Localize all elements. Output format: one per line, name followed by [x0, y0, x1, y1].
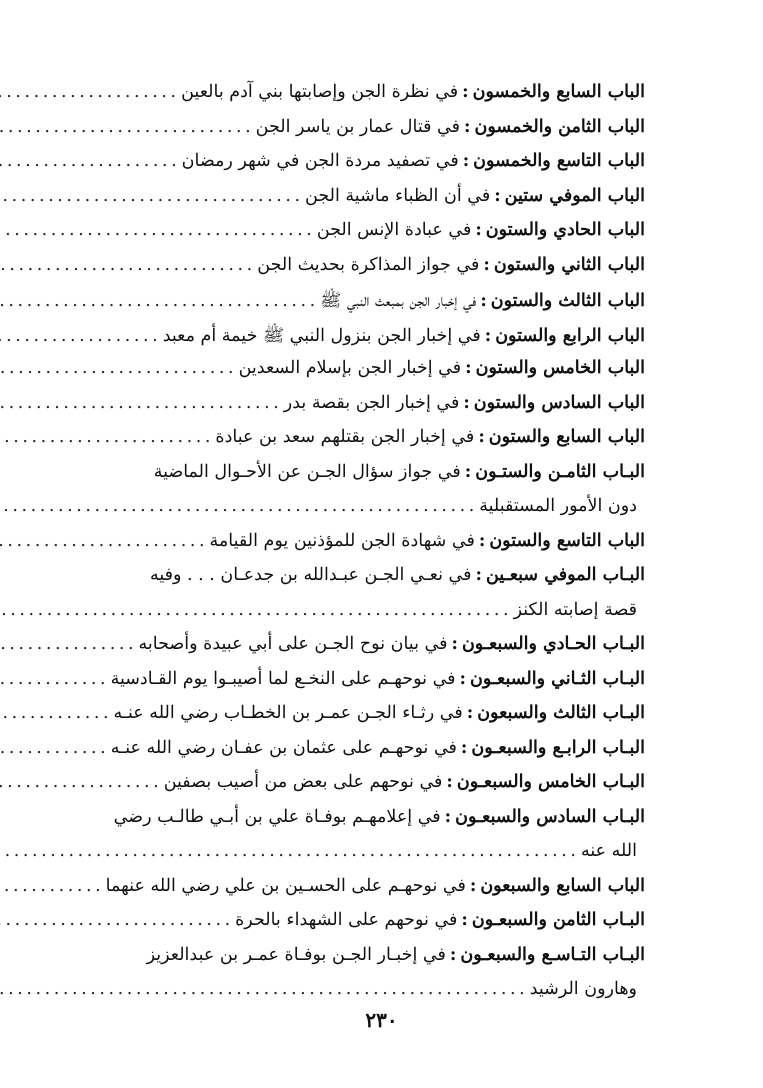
- toc-line-continuation: [70, 496, 645, 531]
- chapter-title: في جواز المذاكرة بحديث الجن: [257, 254, 480, 275]
- chapter-title: في إخبار الجن بإسلام السعدين: [238, 358, 462, 378]
- leader-dots: [0, 82, 175, 102]
- table-of-contents: [70, 82, 645, 1014]
- colon-separator: :: [478, 427, 485, 447]
- leader-dots: [0, 291, 314, 311]
- toc-line: [70, 117, 645, 152]
- chapter-title: في قتال عمار بن ياسر الجن: [255, 116, 460, 137]
- colon-separator: :: [459, 668, 467, 689]
- colon-separator: :: [449, 944, 457, 965]
- colon-separator: :: [484, 325, 492, 346]
- chapter-heading: البـاب الثـاني والسبعـون: [470, 668, 645, 689]
- chapter-heading: الباب الرابع والستون: [495, 325, 645, 346]
- chapter-title: في بيان نوح الجـن على أبي عبيدة وأصحابه: [138, 634, 448, 654]
- chapter-heading: الباب التاسع والخمسون: [473, 151, 645, 171]
- toc-line: [70, 186, 645, 221]
- leader-dots: [0, 738, 105, 758]
- leader-dots: [0, 772, 158, 792]
- colon-separator: :: [475, 220, 482, 240]
- toc-entry: [70, 945, 645, 1014]
- leader-dots: [0, 876, 100, 896]
- chapter-title: في أن الظباء ماشية الجن: [305, 185, 491, 206]
- chapter-title: في شهادة الجن للمؤذنين يوم القيامة: [209, 530, 475, 551]
- chapter-heading: الباب السابع والخمسون: [472, 82, 645, 102]
- toc-line: [70, 255, 645, 290]
- chapter-title: في تصفيد مردة الجن في شهر رمضان: [181, 151, 459, 171]
- toc-entry: [70, 324, 645, 359]
- leader-dots: [0, 669, 105, 689]
- colon-separator: :: [478, 530, 486, 551]
- chapter-title: في نظرة الجن وإصابتها بني آدم بالعين: [181, 82, 459, 102]
- toc-entry: [70, 220, 645, 255]
- colon-separator: :: [462, 82, 469, 102]
- toc-entry: [70, 703, 645, 738]
- toc-line: [70, 703, 645, 738]
- colon-separator: :: [464, 461, 472, 482]
- toc-line-continuation: [70, 600, 645, 635]
- chapter-heading: البـاب الموفي سبعـين: [485, 565, 645, 585]
- leader-dots: [0, 255, 251, 275]
- colon-separator: :: [480, 291, 487, 311]
- toc-entry: [70, 669, 645, 704]
- chapter-title: في نعـي الجـن عبـدالله بن جدعـان . . . وفيه: [150, 565, 472, 585]
- toc-entry: [70, 82, 645, 117]
- colon-separator: :: [494, 185, 501, 206]
- chapter-heading: الباب الثامن والخمسون: [474, 116, 645, 137]
- toc-entry: [70, 358, 645, 393]
- toc-line-continuation: [70, 841, 645, 876]
- colon-separator: :: [466, 703, 474, 723]
- toc-entry: [70, 910, 645, 945]
- toc-entry: [70, 531, 645, 566]
- chapter-heading: الباب الموفي ستين: [504, 185, 645, 206]
- toc-line: [70, 82, 645, 117]
- toc-entry: [70, 772, 645, 807]
- toc-entry: [70, 807, 645, 876]
- chapter-heading: الباب السابع والسبعون: [480, 875, 645, 896]
- toc-entry: [70, 255, 645, 290]
- chapter-title: قصة إصابته الكنز: [513, 599, 637, 620]
- leader-dots: [0, 358, 233, 378]
- chapter-heading: الباب السابع والستون: [488, 427, 645, 447]
- chapter-heading: الباب الثاني والستون: [493, 254, 645, 275]
- colon-separator: :: [475, 565, 482, 585]
- colon-separator: :: [483, 254, 490, 275]
- colon-separator: :: [461, 910, 468, 930]
- leader-dots: [0, 326, 157, 346]
- toc-entry: [70, 876, 645, 911]
- chapter-title: في عبادة الإنس الجن: [316, 220, 472, 240]
- leader-dots: [0, 634, 133, 654]
- leader-dots: [0, 117, 250, 137]
- toc-line: [70, 634, 645, 669]
- toc-line: [70, 427, 645, 462]
- chapter-title: في إخبار الجن بمبعث النبي ﷺ: [320, 291, 477, 311]
- leader-dots: [0, 151, 176, 171]
- leader-dots: [0, 427, 209, 447]
- colon-separator: :: [469, 875, 477, 896]
- toc-line: [70, 393, 645, 428]
- chapter-title: في إخبار الجن بقصة بدر: [283, 392, 460, 413]
- colon-separator: :: [465, 358, 472, 378]
- toc-entry: [70, 393, 645, 428]
- colon-separator: :: [463, 392, 470, 413]
- chapter-title: في رثـاء الجـن عمـر بن الخطـاب رضي الله عنـه: [113, 703, 463, 723]
- chapter-heading: البـاب السادس والسبعـون: [455, 806, 645, 827]
- chapter-heading: الباب السادس والستون: [473, 392, 645, 413]
- toc-entry: [70, 427, 645, 462]
- toc-line: [70, 462, 645, 497]
- colon-separator: :: [446, 772, 453, 792]
- chapter-heading: البـاب الثالث والسبعون: [477, 703, 645, 723]
- toc-entry: [70, 634, 645, 669]
- leader-dots: [0, 393, 278, 413]
- toc-line: [70, 738, 645, 773]
- leader-dots: [0, 841, 575, 861]
- toc-line: [70, 324, 645, 359]
- chapter-title: في إعلامهـم بوفـاة علي بن أبـي طالـب رضي: [113, 806, 441, 827]
- chapter-heading: الباب الخامس والستون: [475, 358, 645, 378]
- chapter-heading: البـاب التـاسـع والسبعـون: [460, 944, 645, 965]
- toc-entry: [70, 151, 645, 186]
- toc-entry: [70, 738, 645, 773]
- chapter-title: في نوحهـم على النخـع لما أصيبـوا يوم القـادسية: [110, 668, 456, 689]
- page-number: ٢٣٠: [365, 1008, 398, 1032]
- chapter-heading: الباب الثالث والستون: [490, 291, 645, 311]
- chapter-title: في إخبار الجن بقتلهم سعد بن عبادة: [215, 427, 475, 447]
- toc-line: [70, 565, 645, 600]
- toc-line: [70, 358, 645, 393]
- toc-line: [70, 807, 645, 842]
- leader-dots: [0, 496, 473, 516]
- chapter-heading: البـاب الثامـن والستـون: [475, 461, 645, 482]
- chapter-heading: البـاب الحـادي والسبعـون: [461, 634, 645, 654]
- colon-separator: :: [451, 634, 458, 654]
- chapter-title: وهارون الرشيد: [529, 979, 637, 999]
- colon-separator: :: [460, 737, 468, 758]
- toc-line: [70, 220, 645, 255]
- toc-entry: [70, 289, 645, 324]
- toc-line: [70, 910, 645, 945]
- toc-line: [70, 289, 645, 324]
- toc-line: [70, 531, 645, 566]
- leader-dots: [0, 703, 108, 723]
- toc-line: [70, 151, 645, 186]
- toc-line: [70, 772, 645, 807]
- leader-dots: [0, 979, 524, 999]
- toc-line: [70, 876, 645, 911]
- chapter-title: دون الأمور المستقبلية: [479, 496, 637, 516]
- toc-entry: [70, 462, 645, 531]
- chapter-title: في إخبـار الجـن بوفـاة عمـر بن عبدالعزيز: [146, 944, 446, 965]
- toc-entry: [70, 565, 645, 634]
- chapter-heading: البـاب الخامس والسبعـون: [456, 772, 645, 792]
- leader-dots: [0, 910, 229, 930]
- toc-entry: [70, 117, 645, 152]
- chapter-title: الله عنه: [580, 841, 637, 861]
- chapter-heading: البـاب الثامن والسبعـون: [471, 910, 645, 930]
- chapter-title: في إخبار الجن بنزول النبي ﷺ خيمة أم معبد: [162, 325, 481, 346]
- toc-line: [70, 669, 645, 704]
- chapter-title: في نوحهـم على الحسـين بن علي رضي الله عنهما: [105, 875, 466, 896]
- leader-dots: [0, 600, 508, 620]
- colon-separator: :: [464, 116, 471, 137]
- colon-separator: :: [444, 806, 452, 827]
- chapter-title: في نوحهم على الشهداء بالحرة: [235, 910, 458, 930]
- chapter-title: في جواز سؤال الجـن عن الأحـوال الماضية: [153, 461, 461, 482]
- chapter-title: في نوحهـم على عثمان بن عفـان رضي الله عنـه: [110, 737, 457, 758]
- chapter-heading: الباب التاسع والستون: [489, 530, 645, 551]
- chapter-heading: البـاب الرابـع والسبعـون: [471, 737, 645, 758]
- colon-separator: :: [462, 151, 470, 171]
- toc-line: [70, 945, 645, 980]
- chapter-heading: الباب الحادي والستون: [485, 220, 645, 240]
- leader-dots: [0, 531, 204, 551]
- chapter-title: في نوحهم على بعض من أصيب بصفين: [163, 772, 443, 792]
- leader-dots: [0, 186, 299, 206]
- leader-dots: [0, 220, 311, 240]
- toc-entry: [70, 186, 645, 221]
